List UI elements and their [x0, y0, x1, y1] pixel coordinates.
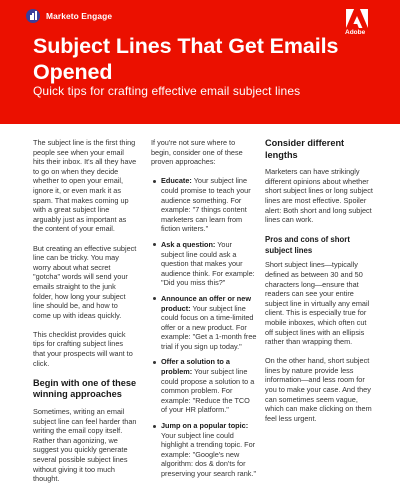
column-3: [265, 138, 373, 433]
page-title: Subject Lines That Get Emails Opened: [33, 34, 339, 84]
marketo-logo-icon: [26, 9, 40, 23]
lengths-paragraph: Marketers can have strikingly different opinions about whether short subject lines or long subject lines are most effective. Spoiler alert: Both short and long subject lines can work.: [265, 167, 373, 225]
list-item-label: Ask a question:: [161, 239, 216, 249]
challenge-paragraph: But creating an effective subject line can be tricky. You may worry about what secret "gotcha" words will send your emails straight to the junk folder, how long your subject line should be, and how to come up with ideas quickly.: [33, 243, 137, 320]
approaches-intro: If you're not sure where to begin, consider one of these proven approaches:: [151, 138, 243, 167]
product-name: Marketo Engage: [46, 11, 113, 21]
list-item: [151, 357, 257, 415]
intro-paragraph: The subject line is the first thing people see when your email hits their inbox. It's all they have to go on when they decide whether to open your email, ignore it, or even mark it as spam. That makes coming up with a great subject line arguably just as important as the content of your email.: [33, 138, 137, 234]
list-item: [151, 294, 257, 352]
list-item-text: Your subject line could highlight a trending topic. For example: "Google's new algorithm: dos & don'ts for preserving your search rank.": [161, 430, 257, 478]
column-2: [151, 138, 257, 485]
page-subtitle: Quick tips for crafting effective email subject lines: [33, 84, 301, 98]
list-item-label: Offer a solution to a problem:: [161, 357, 230, 377]
column-1: [33, 138, 137, 493]
list-item-text: Your subject line could promise to teach your audience something. For example: "7 things content marketers can learn from fiction writers.": [161, 176, 251, 234]
header-banner: [0, 0, 400, 124]
approaches-list: [151, 176, 257, 478]
list-item-text: Your subject line could propose a solution to a common problem. For example: "Reduce the TCO of your HR platform.": [161, 367, 255, 415]
short-lines-cons-paragraph: On the other hand, short subject lines by nature provide less information—and less room for you to make your case. And they can sometimes seem vague, which can make clicking on them feel less urgent.: [265, 356, 372, 423]
list-item-text: Your subject line could focus on a time-limited offer or a new product. For example: "Get a 1-month free trial if you sign up today.": [161, 303, 257, 351]
list-item-label: Announce an offer or new product:: [161, 293, 251, 313]
approaches-paragraph: Sometimes, writing an email subject line can feel harder than writing the email copy itself. Rather than agonizing, we suggest you quickly generate several possible subject lines without giving it too much thought.: [33, 407, 137, 484]
list-item: [151, 421, 257, 479]
list-item-label: Educate:: [161, 176, 192, 186]
list-item-text: Your subject line could ask a question that makes your audience think. For example: "Did you miss this?": [161, 239, 255, 288]
subheading-short-lines: Pros and cons of short subject lines: [265, 235, 350, 256]
adobe-logo-icon: [346, 9, 368, 28]
list-item-label: Jump on a popular topic:: [161, 421, 249, 431]
adobe-wordmark: Adobe: [345, 29, 366, 36]
short-lines-pros-paragraph: Short subject lines—typically defined as between 30 and 50 characters long—ensure that readers can see your entire subject line in virtually any email client. This is especially true for mobile inboxes, which often cut off subject lines with an ellipsis rather than wrapping them.: [265, 260, 370, 347]
product-logo: [26, 9, 112, 23]
section-heading-lengths: Consider different lengths: [265, 138, 345, 160]
checklist-paragraph: This checklist provides quick tips for crafting subject lines that your prospects will want to click.: [33, 329, 133, 368]
section-heading-approaches: Begin with one of these winning approaches: [33, 377, 137, 400]
list-item: [151, 176, 257, 234]
list-item: [151, 240, 257, 288]
